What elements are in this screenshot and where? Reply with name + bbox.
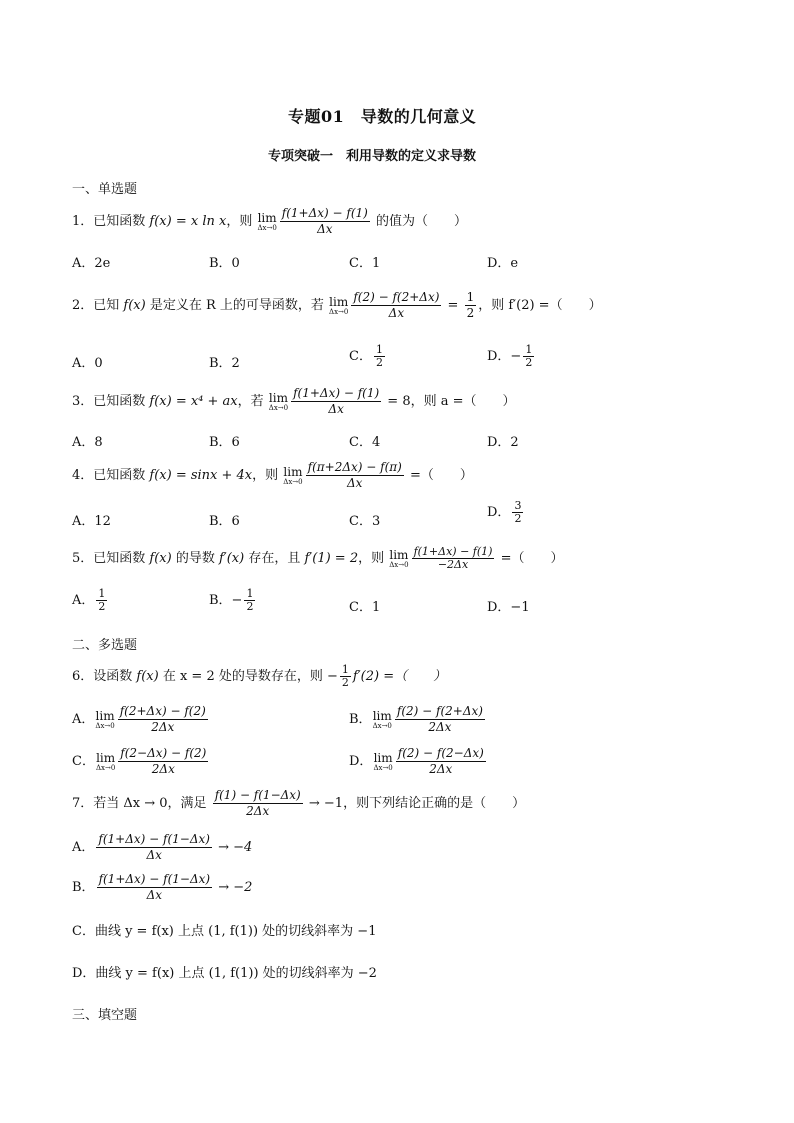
q3-suffix: = 8，则 a =（ ）: [383, 394, 516, 409]
q2-option-d: D．− $\frac{1}{2}$: [487, 343, 533, 369]
q5-option-b: B．− $\frac{1}{2}$: [209, 587, 254, 613]
q7-fraction: $\frac{f(1) - f(1-\Delta x)}{2\Delta x}$: [214, 788, 301, 818]
q5-option-a: A． $\frac{1}{2}$: [72, 587, 106, 613]
page-title: 专题01 导数的几何意义: [288, 107, 477, 126]
q3-limit: lim Δx→0: [268, 390, 289, 412]
q2-option-c: C． $\frac{1}{2}$: [349, 343, 383, 369]
question-4: [72, 460, 473, 491]
q4-option-c: C．3: [349, 514, 381, 529]
q4-option-d: D． $\frac{3}{2}$: [487, 499, 522, 525]
q2-mid: 是定义在 R 上的可导函数，若: [145, 298, 329, 313]
q5-function: f(x): [149, 551, 172, 566]
q5-limit: lim Δx→0: [389, 547, 409, 569]
q2-option-b: B．2: [209, 356, 240, 371]
q5-fraction: $\frac{f(1+\Delta x) - f(1)}{-2\Delta x}$: [413, 545, 493, 571]
q6-option-a: A． lim Δx→0 $\frac{f(2+\Delta x) - f(2)}{2\Delta x}$: [72, 704, 206, 734]
q7-option-d: D．曲线 y = f(x) 上点 (1, f(1)) 处的切线斜率为 −2: [72, 966, 377, 981]
q1-mid: ，则: [226, 214, 257, 229]
q1-function: f(x) = x ln x: [149, 214, 227, 229]
q5-mid3: ，则: [358, 551, 389, 566]
q6-option-b: B． lim Δx→0 $\frac{f(2) - f(2+\Delta x)}{2\Delta x}$: [349, 704, 483, 734]
q1-suffix: 的值为（ ）: [371, 214, 467, 229]
q4-suffix: =（ ）: [405, 468, 473, 483]
q1-option-a: A．2e: [72, 256, 111, 271]
section-heading-fill-blank: 三、填空题: [72, 1008, 138, 1023]
q3-option-d: D．2: [487, 435, 519, 450]
q7-suffix: → −1，则下列结论正确的是（ ）: [304, 796, 526, 811]
q7-option-b: B． $\frac{f(1+\Delta x) - f(1-\Delta x)}{\Delta x}$ → −2: [72, 872, 253, 902]
q6-suffix: f′(2) =（ ）: [352, 669, 447, 684]
section-heading-multiple-choice: 二、多选题: [72, 638, 138, 653]
q5-option-d: D．−1: [487, 600, 530, 615]
q6-mid: 在 x = 2 处的导数存在，则 −: [158, 669, 338, 684]
q6-option-d: D． lim Δx→0 $\frac{f(2) - f(2-\Delta x)}{2\Delta x}$: [349, 746, 484, 776]
section-heading-single-choice: 一、单选题: [72, 182, 138, 197]
page-subtitle: 专项突破一 利用导数的定义求导数: [268, 149, 477, 164]
q5-derivative: f′(x): [218, 551, 245, 566]
q2-fraction: $\frac{f(2) - f(2+\Delta x)}{\Delta x}$: [353, 290, 440, 320]
q3-function: f(x) = x⁴ + ax: [149, 394, 238, 409]
question-5: [72, 546, 563, 571]
q3-mid: ，若: [237, 394, 268, 409]
q1-option-b: B．0: [209, 256, 240, 271]
q6-prefix: 6．设函数: [72, 669, 137, 684]
q5-suffix: =（ ）: [496, 551, 564, 566]
question-1: [72, 206, 467, 237]
q5-condition: f′(1) = 2: [304, 551, 359, 566]
question-3: [72, 386, 516, 417]
q4-option-b: B．6: [209, 514, 240, 529]
q6-coef-fraction: $\frac{1}{2}$: [341, 663, 349, 689]
q2-suffix: ，则 f′(2) =（ ）: [478, 298, 602, 313]
q1-limit: lim Δx→0: [257, 210, 277, 232]
q6-option-c: C． lim Δx→0 $\frac{f(2-\Delta x) - f(2)}{2\Delta x}$: [72, 746, 207, 776]
q3-prefix: 3．已知函数: [72, 394, 150, 409]
question-2: [72, 290, 602, 321]
q2-option-a: A．0: [72, 356, 103, 371]
q3-option-c: C．4: [349, 435, 381, 450]
q2-prefix: 2．已知: [72, 298, 124, 313]
q4-limit: lim Δx→0: [283, 464, 303, 486]
q5-option-c: C．1: [349, 600, 381, 615]
question-6: [72, 664, 446, 689]
q4-mid: ，则: [252, 468, 283, 483]
q2-limit: lim Δx→0: [329, 294, 349, 316]
q7-prefix: 7．若当 Δx → 0，满足: [72, 796, 211, 811]
q6-function: f(x): [136, 669, 159, 684]
q1-fraction: $\frac{f(1+\Delta x) - f(1)}{\Delta x}$: [281, 206, 368, 236]
q1-option-c: C．1: [349, 256, 381, 271]
q2-equals: =: [443, 298, 463, 313]
q3-option-a: A．8: [72, 435, 103, 450]
q7-option-a: A． $\frac{f(1+\Delta x) - f(1-\Delta x)}{\Delta x}$ → −4: [72, 832, 253, 862]
q5-mid1: 的导数: [171, 551, 219, 566]
q4-function: f(x) = sinx + 4x: [149, 468, 253, 483]
q4-option-a: A．12: [72, 514, 111, 529]
q7-option-c: C．曲线 y = f(x) 上点 (1, f(1)) 处的切线斜率为 −1: [72, 924, 377, 939]
q2-result-fraction: $\frac{1}{2}$: [466, 290, 475, 320]
q5-prefix: 5．已知函数: [72, 551, 150, 566]
question-7: [72, 788, 525, 819]
q3-option-b: B．6: [209, 435, 240, 450]
q1-option-d: D．e: [487, 256, 519, 271]
q4-fraction: $\frac{f(\pi+2\Delta x) - f(\pi)}{\Delta x}$: [307, 460, 402, 490]
q4-prefix: 4．已知函数: [72, 468, 150, 483]
q3-fraction: $\frac{f(1+\Delta x) - f(1)}{\Delta x}$: [293, 386, 380, 416]
q5-mid2: 存在，且: [244, 551, 305, 566]
q2-function: f(x): [123, 298, 146, 313]
q1-prefix: 1．已知函数: [72, 214, 150, 229]
